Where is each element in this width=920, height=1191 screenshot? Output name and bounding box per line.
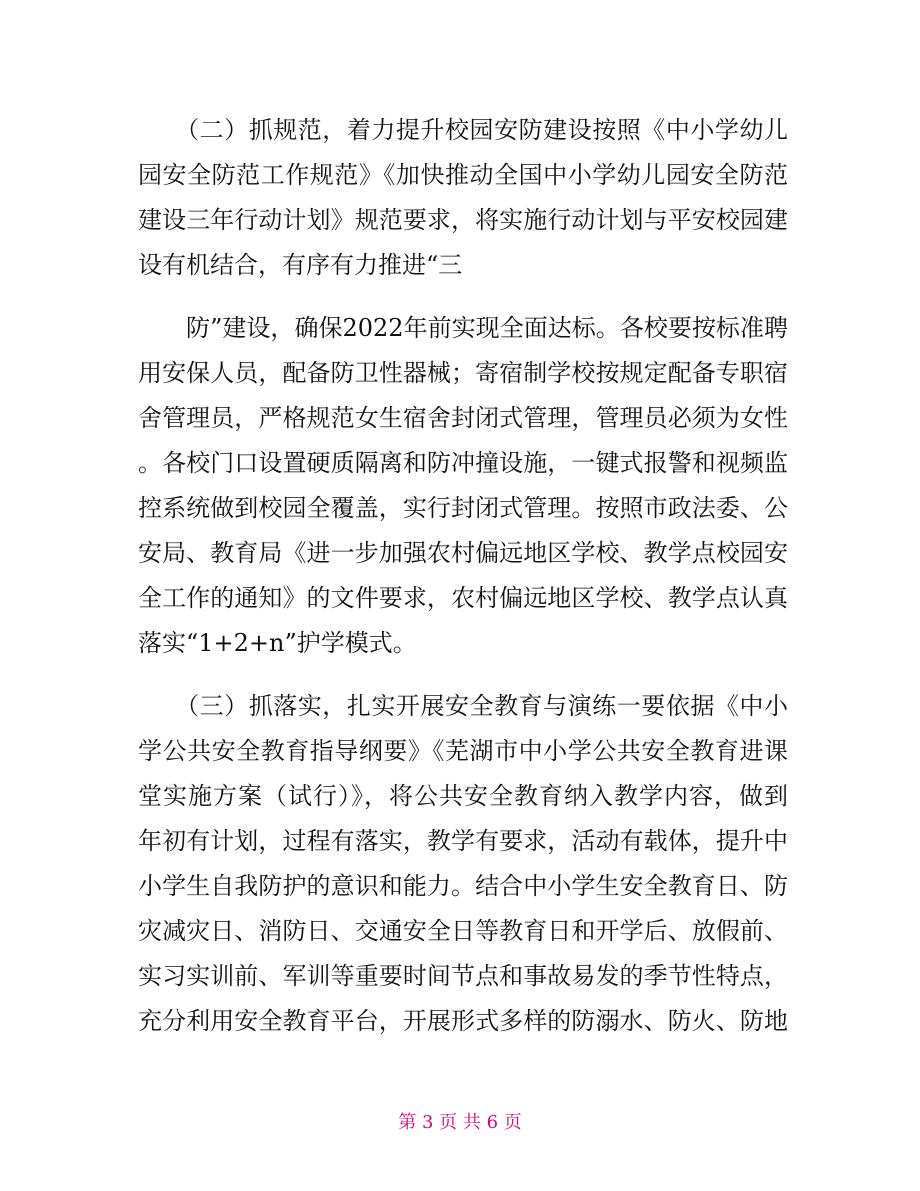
text-line: 堂实施方案（试行）》，将公共安全教育纳入教学内容，做到 <box>138 782 788 810</box>
paragraph-3 <box>138 684 788 1044</box>
page-number-footer: 第 3 页 共 6 页 <box>398 1112 522 1133</box>
text-line: 安局、教育局《进一步加强农村偏远地区学校、教学点校园安 <box>138 539 788 567</box>
text-line: 落实“1+2+n”护学模式。 <box>138 629 417 657</box>
text-line: 用安保人员，配备防卫性器械；寄宿制学校按规定配备专职宿 <box>138 359 788 387</box>
text-line: 防”建设，确保2022年前实现全面达标。各校要按标准聘 <box>138 314 788 342</box>
text-line: 实习实训前、军训等重要时间节点和事故易发的季节性特点， <box>138 962 788 990</box>
text-line: 灾减灾日、消防日、交通安全日等教育日和开学后、放假前、 <box>138 917 788 945</box>
text-line: （三）抓落实，扎实开展安全教育与演练一要依据《中小 <box>138 692 788 720</box>
text-line: 小学生自我防护的意识和能力。结合中小学生安全教育日、防 <box>138 872 788 900</box>
text-line: 充分利用安全教育平台，开展形式多样的防溺水、防火、防地 <box>138 1007 788 1035</box>
paragraph-1 <box>138 108 788 288</box>
text-line: 全工作的通知》的文件要求，农村偏远地区学校、教学点认真 <box>138 584 788 612</box>
document-body <box>138 108 788 1044</box>
text-line: 设有机结合，有序有力推进“三 <box>138 251 463 279</box>
text-line: 年初有计划，过程有落实，教学有要求，活动有载体，提升中 <box>138 827 788 855</box>
text-line: 舍管理员，严格规范女生宿舍封闭式管理，管理员必须为女性 <box>138 404 788 432</box>
text-line: 。各校门口设置硬质隔离和防冲撞设施，一键式报警和视频监 <box>138 449 788 477</box>
text-line: 建设三年行动计划》规范要求，将实施行动计划与平安校园建 <box>138 206 788 234</box>
paragraph-2 <box>138 306 788 666</box>
text-line: 学公共安全教育指导纲要》《芜湖市中小学公共安全教育进课 <box>138 737 788 765</box>
text-line: 控系统做到校园全覆盖，实行封闭式管理。按照市政法委、公 <box>138 494 788 522</box>
text-line: （二）抓规范，着力提升校园安防建设按照《中小学幼儿 <box>138 116 788 144</box>
text-line: 园安全防范工作规范》《加快推动全国中小学幼儿园安全防范 <box>138 161 788 189</box>
